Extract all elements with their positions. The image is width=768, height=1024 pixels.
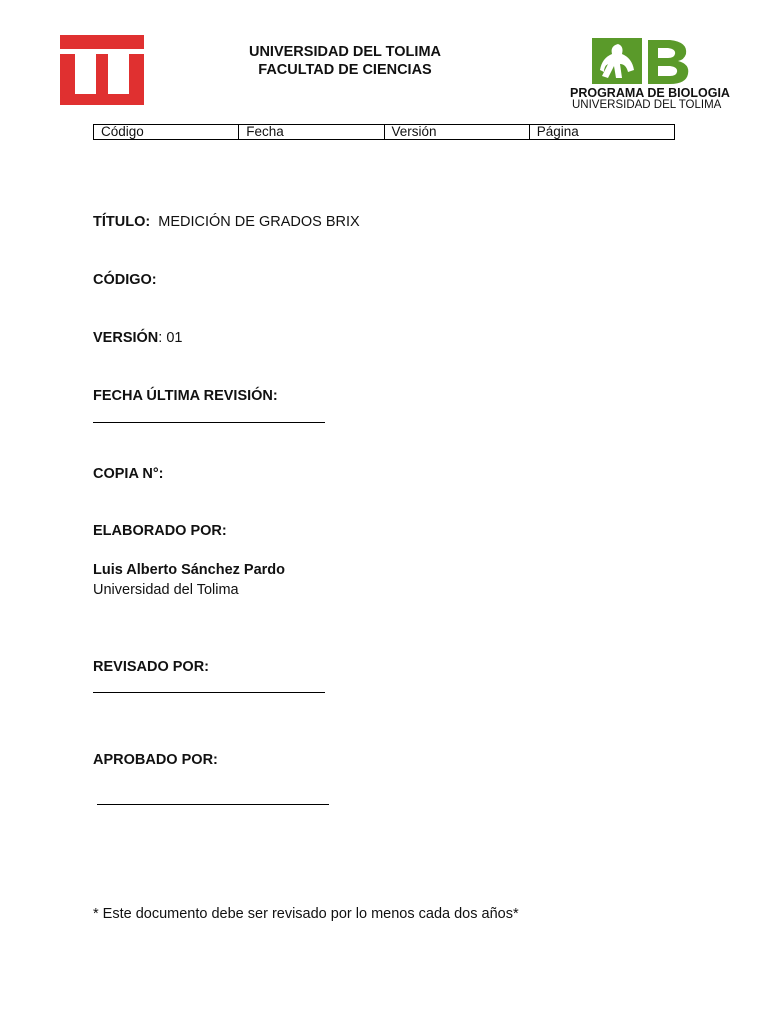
control-cell-codigo: Código [94,125,239,139]
biology-program-university: UNIVERSIDAD DEL TOLIMA [572,99,722,111]
frog-icon [592,38,690,84]
control-cell-version: Versión [385,125,530,139]
titulo-value: MEDICIÓN DE GRADOS BRIX [158,214,360,230]
version-field [93,329,182,347]
codigo-label: CÓDIGO: [93,272,157,288]
document-control-table [93,124,675,140]
control-cell-pagina: Página [536,124,579,139]
control-cell-fecha: Fecha [239,125,384,139]
biology-program-name: PROGRAMA DE BIOLOGIA [570,86,730,100]
biology-program-logo [566,36,732,112]
faculty-name: FACULTAD DE CIENCIAS [258,62,432,78]
fecha-revision-label: FECHA ÚLTIMA REVISIÓN: [93,388,278,404]
titulo-field [93,213,360,231]
revisado-label: REVISADO POR: [93,659,210,675]
aprobado-line [97,804,329,805]
elaborado-name: Luis Alberto Sánchez Pardo [93,562,286,578]
elaborado-label: ELABORADO POR: [93,523,227,539]
revisado-line [93,692,325,693]
ut-logo-icon [60,35,144,105]
elaborado-organization: Universidad del Tolima [93,582,239,598]
version-value: : 01 [158,330,183,346]
version-label: VERSIÓN [93,330,159,346]
aprobado-label: APROBADO POR: [93,752,218,768]
copia-label: COPIA N°: [93,466,164,482]
university-name: UNIVERSIDAD DEL TOLIMA [248,44,441,60]
titulo-label: TÍTULO: [93,214,151,230]
fecha-revision-line [93,422,325,423]
footer-note: * Este documento debe ser revisado por lo menos cada dos años* [93,906,519,922]
